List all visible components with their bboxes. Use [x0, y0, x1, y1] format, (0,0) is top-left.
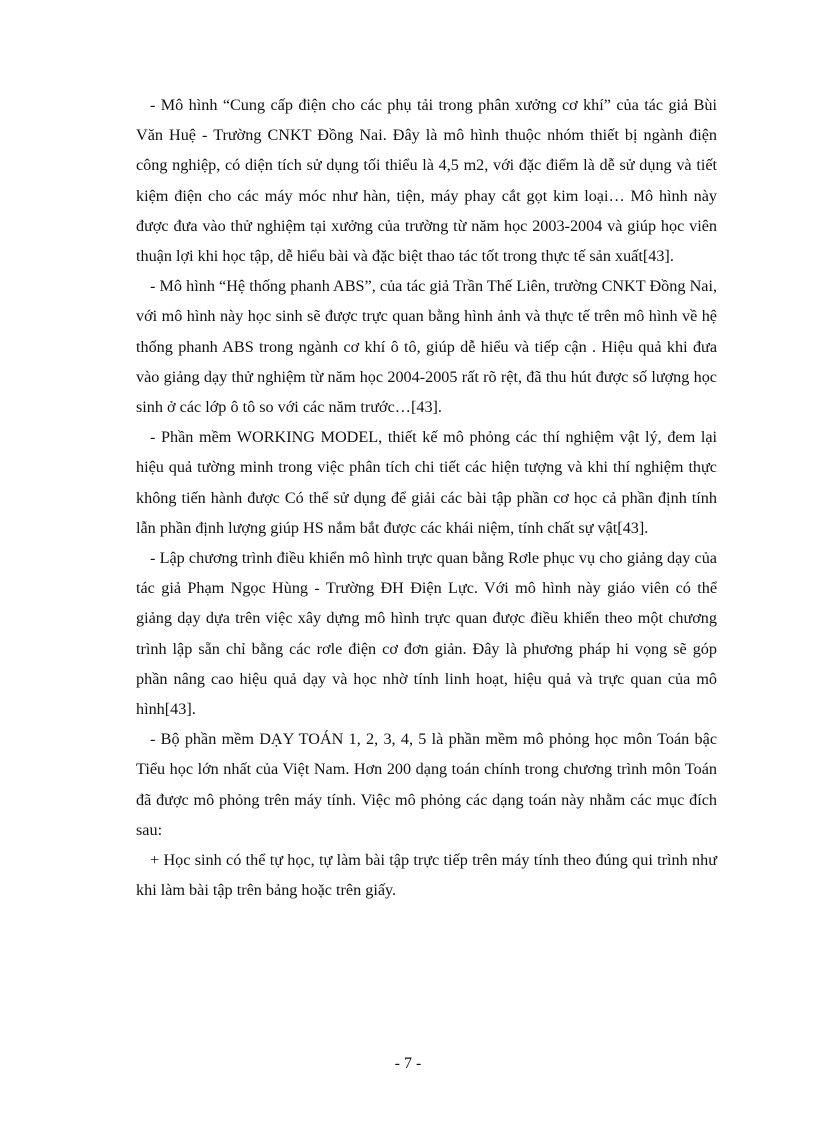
paragraph-model-abs-brake: - Mô hình “Hệ thống phanh ABS”, của tác giả Trần Thế Liên, trường CNKT Đồng Nai, với mô hình này học sinh sẽ được trực quan bằng hình ảnh và thực tế trên mô hình về hệ thống phanh ABS trong ngành cơ khí ô tô, giúp dễ hiểu và tiếp cận . Hiệu quả khi đưa vào giảng dạy thử nghiệm từ năm học 2004-2005 rất rõ rệt, đã thu hút được số lượng học sinh ở các lớp ô tô so với các năm trước…[43].: [136, 277, 717, 417]
paragraph-model-power-supply: - Mô hình “Cung cấp điện cho các phụ tải trong phân xưởng cơ khí” của tác giả Bùi Văn Huệ - Trường CNKT Đồng Nai. Đây là mô hình thuộc nhóm thiết bị ngành điện công nghiệp, có diện tích sử dụng tối thiểu là 4,5 m2, với đặc điểm là dễ sử dụng và tiết kiệm điện cho các máy móc như hàn, tiện, máy phay cắt gọt kim loại… Mô hình này được đưa vào thử nghiệm tại xưởng của trường từ năm học 2003-2004 và giúp học viên thuận lợi khi học tập, dễ hiểu bài và đặc biệt thao tác tốt trong thực tế sản xuất[43].: [136, 96, 717, 266]
document-body: [136, 90, 717, 905]
paragraph-relay-control-program: - Lập chương trình điều khiển mô hình trực quan bằng Rơle phục vụ cho giảng dạy của tác giả Phạm Ngọc Hùng - Trường ĐH Điện Lực. Với mô hình này giáo viên có thể giảng dạy dựa trên việc xây dựng mô hình trực quan được điều khiển theo một chương trình lập sẵn chỉ bằng các rơle điện cơ đơn giản. Đây là phương pháp hi vọng sẽ góp phần nâng cao hiệu quả dạy và học nhờ tính linh hoạt, hiệu quả và trực quan của mô hình[43].: [136, 549, 717, 719]
paragraph-working-model-software: - Phần mềm WORKING MODEL, thiết kế mô phỏng các thí nghiệm vật lý, đem lại hiệu quả tường minh trong việc phân tích chi tiết các hiện tượng và khi thí nghiệm thực không tiến hành được Có thể sử dụng để giải các bài tập phần cơ học cả phần định tính lẫn phần định lượng giúp HS nắm bắt được các khái niệm, tính chất sự vật[43].: [136, 428, 717, 537]
page-number: - 7 -: [394, 1055, 422, 1072]
paragraph-math-teaching-software: - Bộ phần mềm DẠY TOÁN 1, 2, 3, 4, 5 là phần mềm mô phỏng học môn Toán bậc Tiểu học lớn nhất của Việt Nam. Hơn 200 dạng toán chính trong chương trình môn Toán đã được mô phỏng trên máy tính. Việc mô phỏng các dạng toán này nhằm các mục đích sau:: [136, 730, 717, 839]
paragraph-student-self-study: + Học sinh có thể tự học, tự làm bài tập trực tiếp trên máy tính theo đúng qui trình như khi làm bài tập trên bảng hoặc trên giấy.: [136, 851, 717, 900]
